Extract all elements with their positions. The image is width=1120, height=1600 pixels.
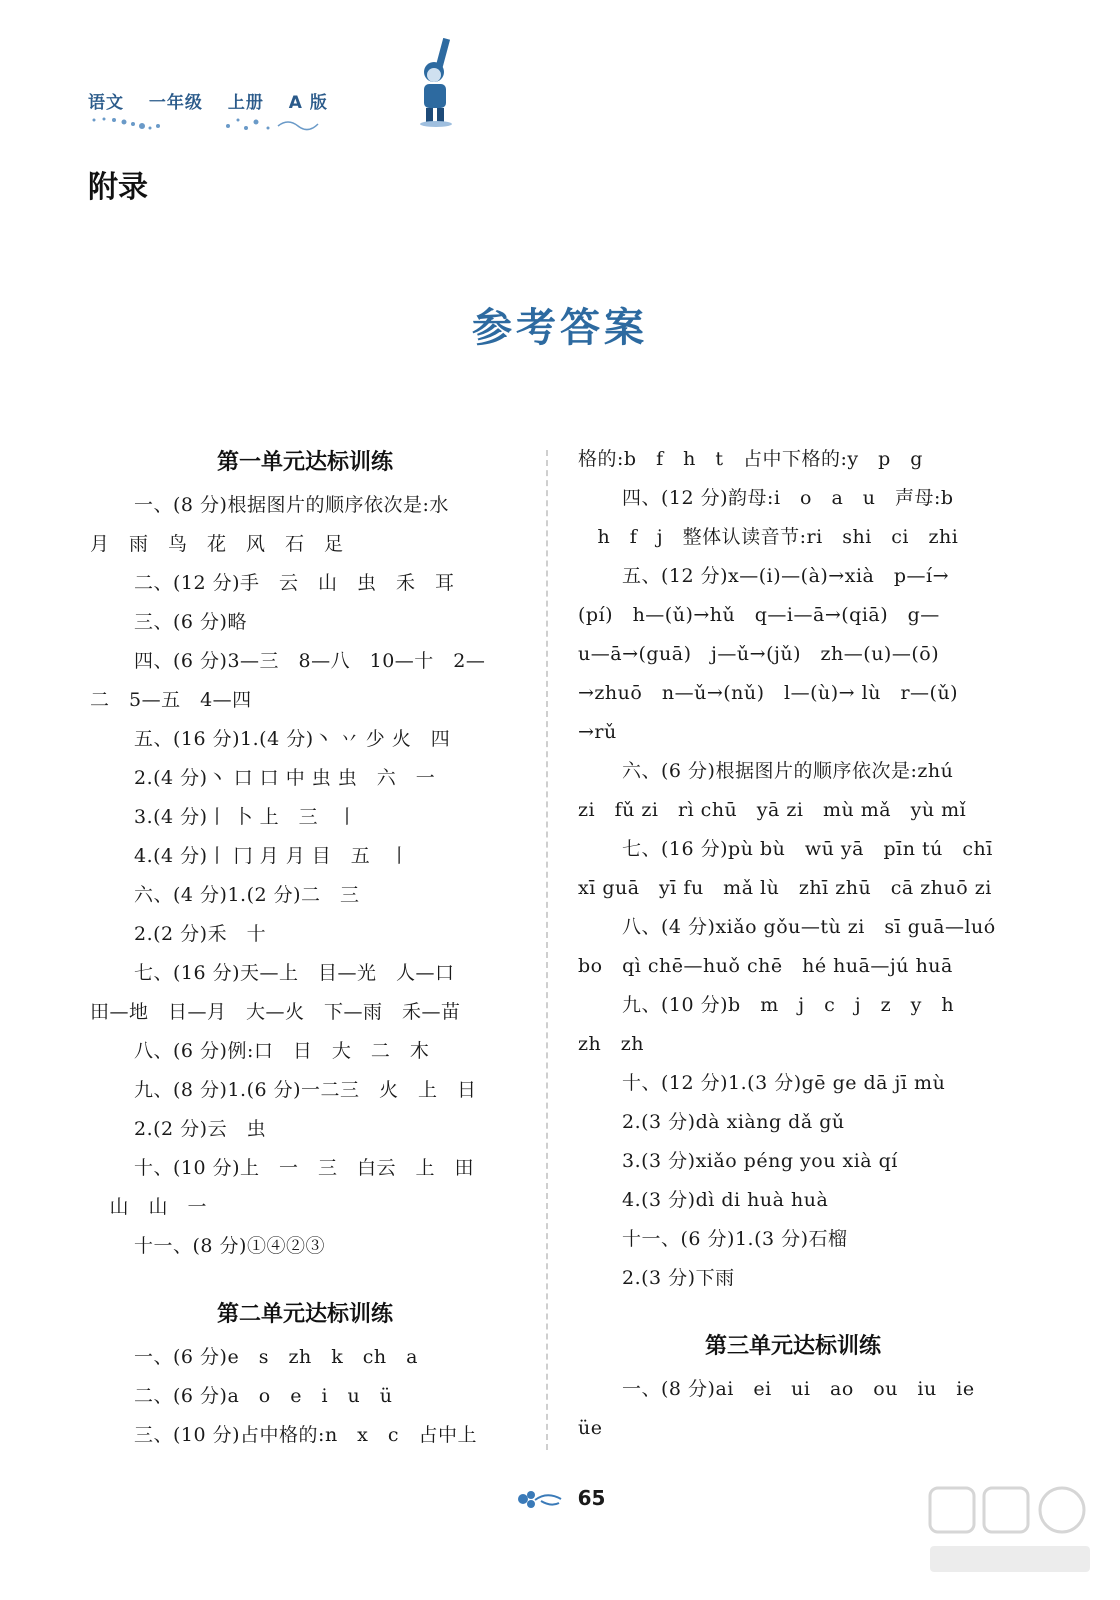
answer-line: 3.(4 分)丨 卜 上 三 丨 — [134, 806, 358, 828]
page-title: 参考答案 — [472, 304, 648, 351]
answer-line: 4.(4 分)丨 冂 月 月 目 五 丨 — [134, 845, 410, 867]
answer-line: üe — [578, 1417, 603, 1439]
answer-line: 2.(3 分)dà xiàng dǎ gǔ — [622, 1111, 845, 1133]
answer-line: 十、(12 分)1.(3 分)gē ge dā jī mù — [622, 1072, 946, 1094]
answer-line: 八、(4 分)xiǎo gǒu—tù zi sī guā—luó — [622, 916, 996, 938]
answer-line: 2.(2 分)云 虫 — [134, 1118, 267, 1140]
answer-line: 三、(10 分)占中格的:n x c 占中上 — [134, 1424, 478, 1446]
answer-line: zi fǔ zi rì chū yā zi mù mǎ yù mǐ — [578, 799, 967, 821]
answer-line: 十、(10 分)上 一 三 白云 上 田 — [134, 1157, 475, 1179]
subject-label: 语文 — [88, 93, 124, 113]
flower-ornament-icon — [515, 1489, 565, 1511]
answer-line: 3.(3 分)xiǎo péng you xià qí — [622, 1150, 898, 1172]
answer-line: 二 5—五 4—四 — [90, 689, 252, 711]
section-gap — [90, 1266, 520, 1292]
watermark-logo-icon — [920, 1480, 1100, 1580]
answer-line: 十一、(8 分)①④②③ — [134, 1235, 325, 1257]
answer-line: 九、(10 分)b m j c j z y h — [622, 994, 955, 1016]
answer-line: 2.(2 分)禾 十 — [134, 923, 267, 945]
answer-line: 一、(8 分)根据图片的顺序依次是:水 — [134, 494, 449, 516]
answer-line: (pí) h—(ǔ)→hǔ q—i—ā→(qiā) g— — [578, 604, 940, 626]
book-header — [88, 80, 388, 140]
section-heading: 第三单元达标训练 — [704, 1334, 881, 1359]
answer-line: zh zh — [578, 1033, 644, 1055]
answer-line: 十一、(6 分)1.(3 分)石榴 — [622, 1228, 848, 1250]
answer-line: 六、(4 分)1.(2 分)二 三 — [134, 884, 360, 906]
answer-line: 九、(8 分)1.(6 分)一二三 火 上 日 — [134, 1079, 477, 1101]
section-heading: 第二单元达标训练 — [216, 1302, 393, 1327]
answer-line: →zhuō n—ǔ→(nǔ) l—(ù)→ lù r—(ǔ) — [578, 682, 959, 704]
answer-line: xī guā yī fu mǎ lù zhī zhū cā zhuō zi — [578, 877, 992, 899]
answer-line: 二、(6 分)a o e i u ü — [134, 1385, 393, 1407]
answer-line: 四、(12 分)韵母:i o a u 声母:b — [622, 487, 954, 509]
answer-line: 2.(3 分)下雨 — [622, 1267, 735, 1289]
answer-line: u—ā→(guā) j—ǔ→(jǔ) zh—(u)—(ō) — [578, 643, 940, 665]
answer-line: 二、(12 分)手 云 山 虫 禾 耳 — [134, 572, 455, 594]
answer-line: 4.(3 分)dì di huà huà — [622, 1189, 829, 1211]
answer-line: 月 雨 鸟 花 风 石 足 — [90, 533, 344, 555]
book-info — [88, 88, 346, 113]
appendix-heading: 附录 — [88, 170, 148, 205]
edition-label: A 版 — [288, 93, 328, 113]
decorative-dots-icon — [88, 114, 328, 134]
answer-line: 山 山 一 — [90, 1196, 208, 1218]
answer-line: 四、(6 分)3—三 8—八 10—十 2— — [134, 650, 486, 672]
answer-line: 一、(6 分)e s zh k ch a — [134, 1346, 418, 1368]
answer-line: 三、(6 分)略 — [134, 611, 247, 633]
answer-line: 七、(16 分)天—上 目—光 人—口 — [134, 962, 455, 984]
answer-line: 格的:b f h t 占中下格的:y p g — [578, 448, 923, 470]
page-number: 65 — [577, 1486, 606, 1510]
answer-line: h f j 整体认读音节:ri shi ci zhi — [578, 526, 959, 548]
answers-left-column — [90, 440, 520, 1455]
answer-line: 2.(4 分)丶 口 口 中 虫 虫 六 一 — [134, 767, 436, 789]
answer-line: 七、(16 分)pù bù wū yā pīn tú chī — [622, 838, 993, 860]
answers-right-column — [578, 440, 1008, 1448]
answer-line: 八、(6 分)例:口 日 大 二 木 — [134, 1040, 430, 1062]
section-heading: 第一单元达标训练 — [216, 450, 393, 475]
answer-line: 田—地 日—月 大—火 下—雨 禾—苗 — [90, 1001, 461, 1023]
answer-line: bo qì chē—huǒ chē hé huā—jú huā — [578, 955, 953, 977]
answer-line: 六、(6 分)根据图片的顺序依次是:zhú — [622, 760, 954, 782]
answer-line: 一、(8 分)ai ei ui ao ou iu ie — [622, 1378, 975, 1400]
answer-line: →rǔ — [578, 721, 617, 743]
grade-label: 一年级 — [148, 93, 203, 113]
answer-line: 五、(16 分)1.(4 分)丶 丷 少 火 四 — [134, 728, 451, 750]
answer-line: 五、(12 分)x—(i)—(à)→xià p—í→ — [622, 565, 950, 587]
column-divider — [546, 450, 548, 1450]
volume-label: 上册 — [227, 93, 264, 113]
section-gap — [578, 1298, 1008, 1324]
boy-with-pencil-icon — [416, 38, 456, 128]
